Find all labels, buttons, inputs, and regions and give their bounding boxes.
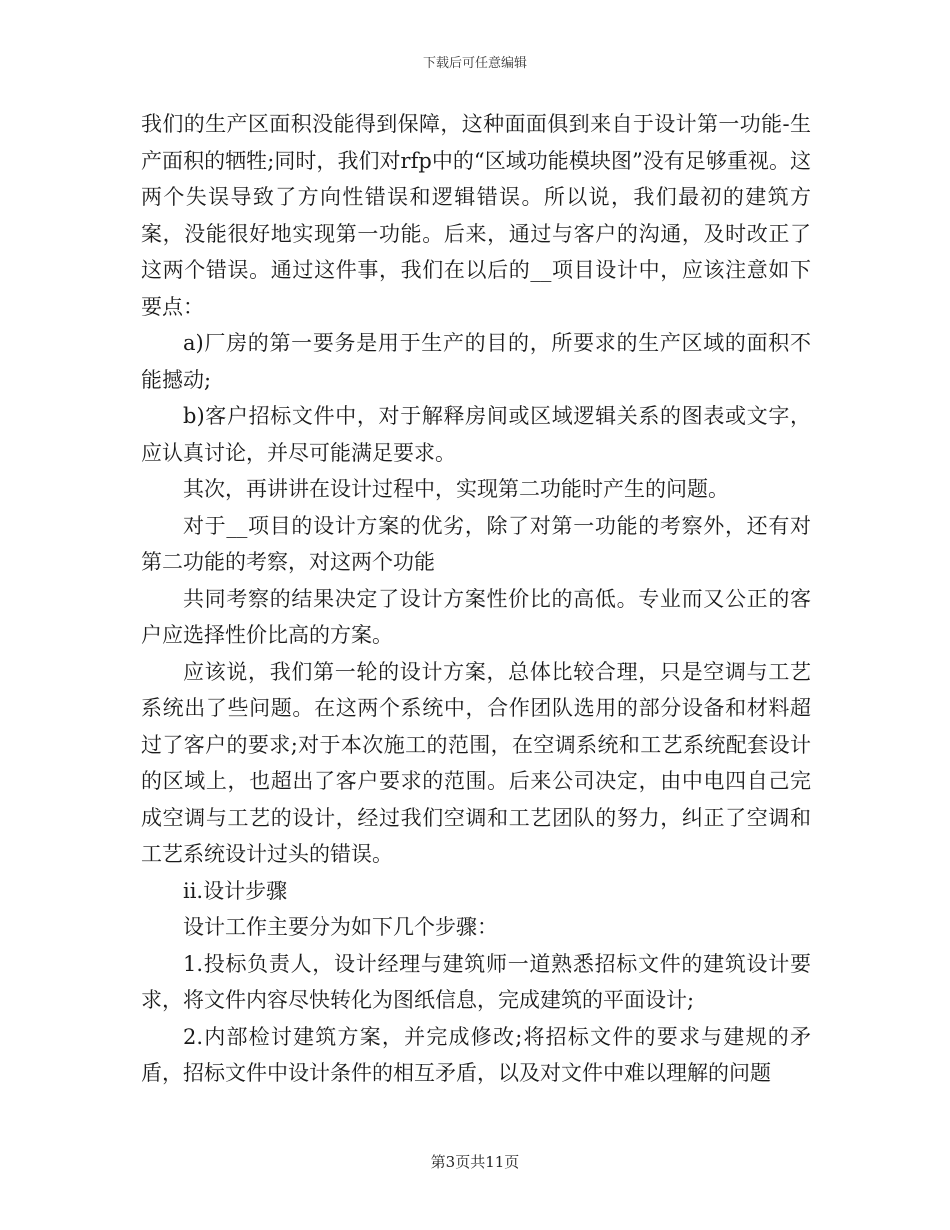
- paragraph-2: a)厂房的第一要务是用于生产的目的，所要求的生产区域的面积不能撼动;: [141, 331, 811, 392]
- section-heading: ii.设计步骤: [183, 878, 288, 903]
- paragraph-9: 设计工作主要分为如下几个步骤：: [183, 915, 498, 939]
- page-header: 下载后可任意编辑: [422, 56, 527, 71]
- paragraph-1: 我们的生产区面积没能得到保障，这种面面俱到来自于设计第一功能-生产面积的牺牲;同时，我们对rfp中的“区域功能模块图”没有足够重视。这两个失误导致了方向性错误和逻辑错误。所以说，我们最初的建筑方案，没能很好地实现第一功能。后来，通过与客户的沟通，及时改正了这两个错误。通过这件事，我们在以后的__项目设计中，应该注意如下要点：: [141, 112, 811, 319]
- paragraph-5: 对于__项目的设计方案的优劣，除了对第一功能的考察外，还有对第二功能的考察，对这两个功能: [141, 513, 811, 574]
- paragraph-7: 应该说，我们第一轮的设计方案，总体比较合理，只是空调与工艺系统出了些问题。在这两个系统中，合作团队选用的部分设备和材料超过了客户的要求;对于本次施工的范围，在空调系统和工艺系统配套设计的区域上，也超出了客户要求的范围。后来公司决定，由中电四自己完成空调与工艺的设计，经过我们空调和工艺团队的努力，纠正了空调和工艺系统设计过头的错误。: [141, 659, 811, 866]
- paragraph-3: b)客户招标文件中，对于解释房间或区域逻辑关系的图表或文字，应认真讨论，并尽可能满足要求。: [141, 404, 811, 465]
- document-body: [141, 106, 811, 1092]
- list-item-2: 2.内部检讨建筑方案，并完成修改;将招标文件的要求与建规的矛盾，招标文件中设计条件的相互矛盾，以及对文件中难以理解的问题: [141, 1024, 811, 1085]
- list-item-1: 1.投标负责人，设计经理与建筑师一道熟悉招标文件的建筑设计要求，将文件内容尽快转化为图纸信息，完成建筑的平面设计;: [141, 951, 811, 1012]
- paragraph-4: 其次，再讲讲在设计过程中，实现第二功能时产生的问题。: [183, 477, 729, 501]
- page-number: 第3页共11页: [430, 1153, 520, 1171]
- paragraph-6: 共同考察的结果决定了设计方案性价比的高低。专业而又公正的客户应选择性价比高的方案。: [141, 586, 811, 647]
